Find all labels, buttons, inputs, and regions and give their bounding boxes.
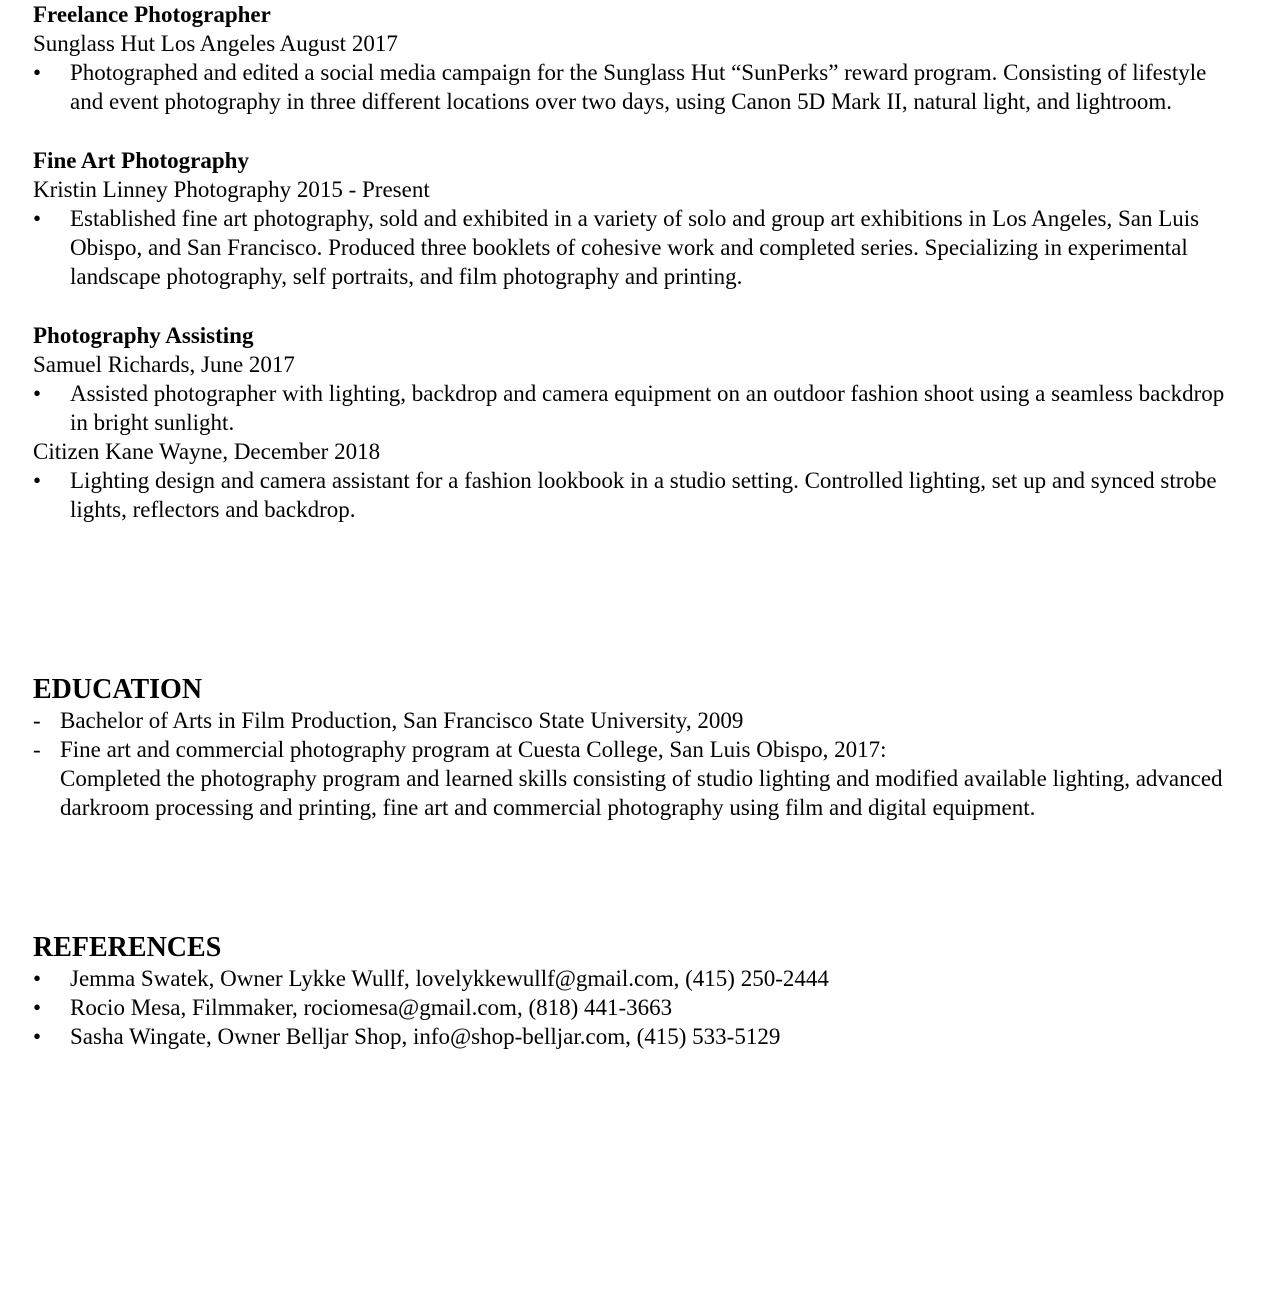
job-bullet-text: Established fine art photography, sold and exhibited in a variety of solo and group art exhibitions in Los Angeles, San Luis Obispo, and San Francisco. Produced three booklets of cohesive work and completed series. Specializing in experimental landscape photography, self portraits, and film photography and printing. xyxy=(70,206,1200,289)
job-employer: Citizen Kane Wayne, December 2018 xyxy=(33,439,381,464)
reference-item xyxy=(33,993,1233,1022)
bullet-icon: • xyxy=(33,1024,42,1049)
bullet-icon: • xyxy=(33,468,42,493)
education-item-text: Bachelor of Arts in Film Production, San Francisco State University, 2009 xyxy=(60,708,744,733)
job-bullet-text: Assisted photographer with lighting, backdrop and camera equipment on an outdoor fashion shoot using a seamless backdrop in bright sunlight. xyxy=(70,381,1225,435)
experience-freelance xyxy=(33,0,1233,116)
spacer xyxy=(33,822,1233,932)
job-bullet-text: Lighting design and camera assistant for a fashion lookbook in a studio setting. Controlled lighting, set up and synced strobe lights, reflectors and backdrop. xyxy=(70,468,1217,522)
job-employer: Sunglass Hut Los Angeles August 2017 xyxy=(33,31,398,56)
section-heading-references: REFERENCES xyxy=(33,932,222,963)
job-bullet xyxy=(33,204,1233,291)
bullet-icon: • xyxy=(33,206,42,231)
education-item xyxy=(33,706,1233,735)
references-section xyxy=(33,932,1233,1051)
education-detail-text: Completed the photography program and learned skills consisting of studio lighting and modified available lighting, advanced darkroom processing and printing, fine art and commercial photography using film and digital equipment. xyxy=(60,766,1223,820)
job-title: Photography Assisting xyxy=(33,323,254,348)
reference-item xyxy=(33,964,1233,993)
job-bullet-text: Photographed and edited a social media campaign for the Sunglass Hut “SunPerks” reward program. Consisting of lifestyle and event photography in three different locations over two days, using Canon 5D Mark II, natural light, and lightroom. xyxy=(70,60,1207,114)
bullet-icon: • xyxy=(33,966,42,991)
job-employer: Kristin Linney Photography 2015 - Present xyxy=(33,177,430,202)
education-item-text: Fine art and commercial photography program at Cuesta College, San Luis Obispo, 2017: xyxy=(60,737,887,762)
spacer xyxy=(33,291,1233,321)
bullet-icon: • xyxy=(33,60,42,85)
experience-assisting xyxy=(33,321,1233,524)
reference-item-text: Rocio Mesa, Filmmaker, rociomesa@gmail.com, (818) 441-3663 xyxy=(70,995,673,1020)
reference-item-text: Jemma Swatek, Owner Lykke Wullf, lovelykkewullf@gmail.com, (415) 250-2444 xyxy=(70,966,829,991)
experience-fine-art xyxy=(33,146,1233,291)
job-bullet xyxy=(33,58,1233,116)
resume-page xyxy=(33,0,1233,1051)
job-title: Fine Art Photography xyxy=(33,148,249,173)
section-heading-education: EDUCATION xyxy=(33,674,203,705)
job-employer: Samuel Richards, June 2017 xyxy=(33,352,295,377)
reference-item-text: Sasha Wingate, Owner Belljar Shop, info@shop-belljar.com, (415) 533-5129 xyxy=(70,1024,781,1049)
dash-icon: - xyxy=(33,708,41,733)
bullet-icon: • xyxy=(33,995,42,1020)
bullet-icon: • xyxy=(33,381,42,406)
dash-icon: - xyxy=(33,737,41,762)
job-bullet xyxy=(33,466,1233,524)
spacer xyxy=(33,116,1233,146)
job-title: Freelance Photographer xyxy=(33,2,271,27)
education-section xyxy=(33,674,1233,822)
spacer xyxy=(33,524,1233,674)
education-item xyxy=(33,735,1233,822)
reference-item xyxy=(33,1022,1233,1051)
job-bullet xyxy=(33,379,1233,437)
